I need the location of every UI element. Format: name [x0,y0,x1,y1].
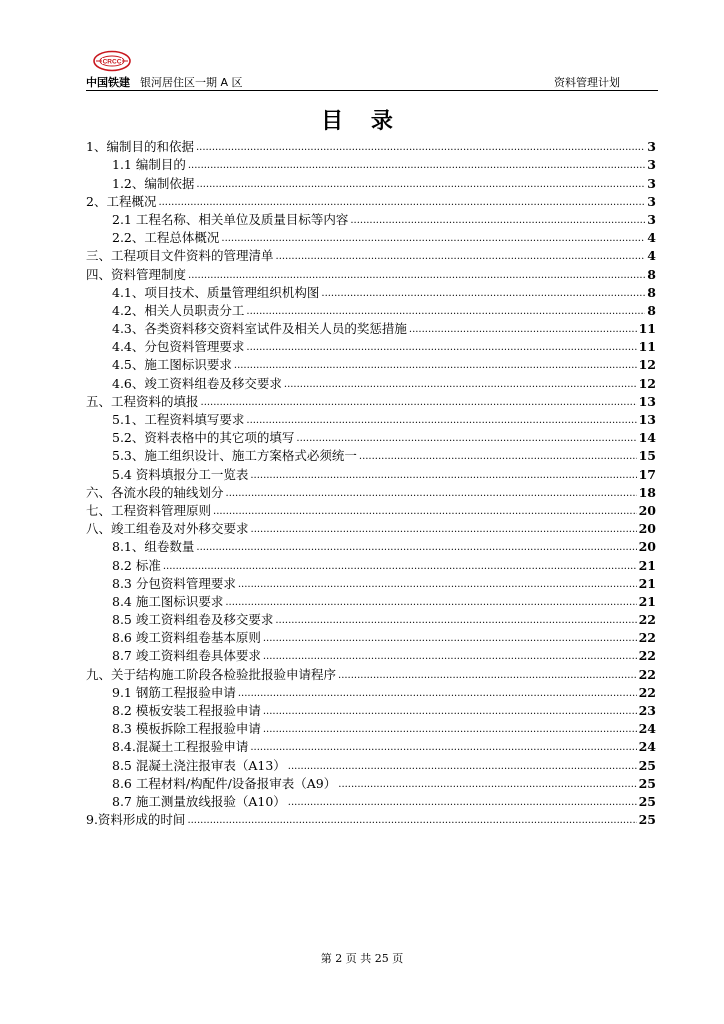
toc-entry[interactable] [86,227,656,245]
toc-entry-title: 2、工程概况 [86,193,157,209]
page-header [86,44,658,90]
toc-entry-title: 七、工程资料管理原则 [86,502,212,518]
toc-entry-page: 12 [638,357,656,373]
toc-entry-page: 4 [647,248,656,264]
toc-dot-leader [234,360,637,372]
toc-entry-page: 3 [647,175,656,191]
toc-entry[interactable] [86,718,656,736]
toc-entry[interactable] [86,445,656,463]
toc-dot-leader [263,651,637,663]
toc-entry-page: 20 [638,502,656,518]
toc-entry-page: 3 [647,211,656,227]
logo-text: CRCC [102,58,122,66]
toc-dot-leader [284,379,637,391]
toc-entry-title: 8.6 工程材料/构配件/设备报审表（A9） [112,775,337,791]
toc-entry[interactable] [86,773,656,791]
toc-entry-title: 5.2、资料表格中的其它项的填写 [112,430,295,446]
toc-entry-title: 8.2 模板安装工程报验申请 [112,703,261,718]
toc-entry[interactable] [86,554,656,572]
toc-dot-leader [188,270,645,282]
toc-entry-page: 24 [638,739,656,755]
toc-dot-leader [263,724,637,736]
toc-dot-leader [187,815,636,827]
toc-entry-page: 20 [638,539,656,555]
toc-entry-title: 1、编制目的和依据 [86,139,194,155]
toc-dot-leader [196,142,645,154]
toc-entry-title: 六、各流水段的轴线划分 [86,484,224,500]
toc-entry[interactable] [86,409,656,427]
toc-dot-leader [246,415,636,427]
toc-entry-page: 11 [638,321,656,337]
toc-entry-title: 8.6 竣工资料组卷基本原则 [112,630,261,646]
toc-entry-page: 8 [647,266,656,282]
toc-entry-title: 1.1 编制目的 [112,157,186,173]
table-of-contents [86,136,656,827]
toc-entry-title: 四、资料管理制度 [86,266,187,282]
toc-entry[interactable] [86,336,656,354]
toc-entry[interactable] [86,663,656,681]
toc-dot-leader [196,179,645,191]
toc-entry[interactable] [86,427,656,445]
toc-dot-leader [263,633,637,645]
toc-entry[interactable] [86,191,656,209]
toc-entry-title: 4.2、相关人员职责分工 [112,302,245,318]
toc-entry[interactable] [86,591,656,609]
toc-entry-title: 8.2 标准 [112,557,161,573]
toc-entry-page: 22 [638,612,656,628]
toc-dot-leader [321,288,645,300]
toc-entry[interactable] [86,354,656,372]
toc-dot-leader [409,324,637,336]
toc-entry-page: 22 [638,648,656,664]
toc-entry-title: 1.2、编制依据 [112,175,195,191]
toc-entry-page: 4 [647,230,656,246]
toc-entry-page: 18 [638,484,656,500]
toc-entry-page: 13 [638,393,656,409]
toc-entry-title: 8.7 竣工资料组卷具体要求 [112,648,261,664]
toc-entry-title: 2.1 工程名称、相关单位及质量目标等内容 [112,211,349,227]
document-title: 资料管理计划 [554,76,620,89]
toc-dot-leader [276,251,646,263]
toc-dot-leader [288,761,637,773]
toc-entry-title: 8.3 分包资料管理要求 [112,575,236,591]
toc-entry[interactable] [86,263,656,281]
toc-entry-title: 8.7 施工测量放线报验（A10） [112,793,286,809]
toc-entry-title: 五、工程资料的填报 [86,393,199,409]
company-name: 中国铁建 [86,76,130,89]
toc-entry[interactable] [86,754,656,772]
toc-entry-page: 8 [647,284,656,300]
toc-entry[interactable] [86,282,656,300]
toc-entry-page: 23 [638,703,656,718]
toc-dot-leader [296,433,636,445]
toc-dot-leader [221,233,645,245]
toc-entry[interactable] [86,518,656,536]
toc-entry-page: 25 [638,775,656,791]
toc-entry-page: 25 [638,812,656,828]
toc-entry-page: 15 [638,448,656,464]
toc-dot-leader [238,688,637,700]
toc-entry-page: 12 [638,375,656,391]
toc-dot-leader [250,742,636,754]
toc-dot-leader [350,215,645,227]
toc-entry[interactable] [86,482,656,500]
toc-entry[interactable] [86,791,656,809]
toc-entry-page: 21 [638,557,656,573]
page-footer: 第 2 页 共 25 页 [320,952,404,965]
toc-entry-page: 25 [638,757,656,773]
toc-dot-leader [275,615,636,627]
toc-entry[interactable] [86,645,656,663]
toc-entry[interactable] [86,573,656,591]
toc-entry[interactable] [86,172,656,190]
toc-entry-page: 3 [647,157,656,173]
toc-dot-leader [196,542,636,554]
toc-entry[interactable] [86,682,656,700]
toc-entry-title: 八、竣工组卷及对外移交要求 [86,521,249,537]
toc-entry[interactable] [86,609,656,627]
toc-entry-title: 4.5、施工图标识要求 [112,357,232,373]
toc-entry-page: 3 [647,139,656,155]
toc-entry-title: 8.1、组卷数量 [112,539,195,555]
toc-entry-title: 九、关于结构施工阶段各检验批报验申请程序 [86,666,337,682]
toc-entry-title: 9.资料形成的时间 [86,812,186,828]
toc-dot-leader [163,561,637,573]
toc-entry-page: 14 [638,430,656,446]
toc-entry-title: 4.1、项目技术、质量管理组织机构图 [112,284,320,300]
toc-entry-page: 11 [638,339,656,355]
toc-entry[interactable] [86,391,656,409]
toc-entry-title: 5.4 资料填报分工一览表 [112,466,249,482]
toc-entry-title: 9.1 钢筋工程报验申请 [112,684,236,700]
toc-entry-page: 25 [638,793,656,809]
toc-dot-leader [246,306,645,318]
toc-dot-leader [338,670,637,682]
toc-entry-title: 2.2、工程总体概况 [112,230,220,246]
toc-dot-leader [288,797,637,809]
toc-dot-leader [263,706,637,718]
toc-dot-leader [158,197,645,209]
toc-entry[interactable] [86,372,656,390]
toc-entry-title: 8.4.混凝土工程报验申请 [112,739,249,755]
toc-entry[interactable] [86,536,656,554]
project-name: 银河居住区一期 A 区 [140,76,243,89]
toc-entry-title: 8.3 模板拆除工程报验申请 [112,721,261,737]
toc-entry[interactable] [86,154,656,172]
toc-entry-title: 5.3、施工组织设计、施工方案格式必须统一 [112,448,357,464]
toc-entry-page: 21 [638,575,656,591]
toc-dot-leader [338,779,636,791]
toc-dot-leader [226,488,637,500]
toc-entry-title: 4.4、分包资料管理要求 [112,339,245,355]
toc-dot-leader [213,506,637,518]
toc-entry-page: 13 [638,412,656,427]
toc-entry[interactable] [86,700,656,718]
toc-entry[interactable] [86,500,656,518]
toc-entry[interactable] [86,627,656,645]
toc-entry[interactable] [86,136,656,154]
toc-entry[interactable] [86,809,656,827]
toc-entry-page: 22 [638,666,656,682]
toc-entry-title: 8.5 混凝土浇注报审表（A13） [112,757,286,773]
toc-entry-page: 22 [638,630,656,646]
toc-dot-leader [246,342,636,354]
toc-entry-page: 20 [638,521,656,537]
toc-dot-leader [225,597,636,609]
crcc-logo-icon [92,50,132,72]
toc-entry[interactable] [86,736,656,754]
toc-dot-leader [250,470,636,482]
toc-entry[interactable] [86,209,656,227]
toc-dot-leader [201,397,637,409]
toc-entry[interactable] [86,245,656,263]
toc-entry-title: 8.4 施工图标识要求 [112,593,224,609]
toc-entry[interactable] [86,463,656,481]
toc-entry-page: 8 [647,302,656,318]
toc-entry-page: 24 [638,721,656,737]
toc-entry-page: 3 [647,193,656,209]
toc-entry-page: 22 [638,684,656,700]
toc-entry-title: 三、工程项目文件资料的管理清单 [86,248,274,264]
toc-entry[interactable] [86,300,656,318]
toc-dot-leader [188,160,645,172]
toc-dot-leader [251,524,637,536]
toc-entry-page: 17 [638,466,656,482]
toc-entry-title: 4.6、竣工资料组卷及移交要求 [112,375,282,391]
toc-dot-leader [359,451,637,463]
page-title: 目 录 [321,109,403,134]
toc-entry[interactable] [86,318,656,336]
toc-entry-title: 8.5 竣工资料组卷及移交要求 [112,612,274,628]
header-rule [86,90,658,91]
toc-entry-title: 4.3、各类资料移交资料室试件及相关人员的奖惩措施 [112,321,407,337]
toc-entry-title: 5.1、工程资料填写要求 [112,412,245,427]
toc-dot-leader [238,579,637,591]
toc-entry-page: 21 [638,593,656,609]
